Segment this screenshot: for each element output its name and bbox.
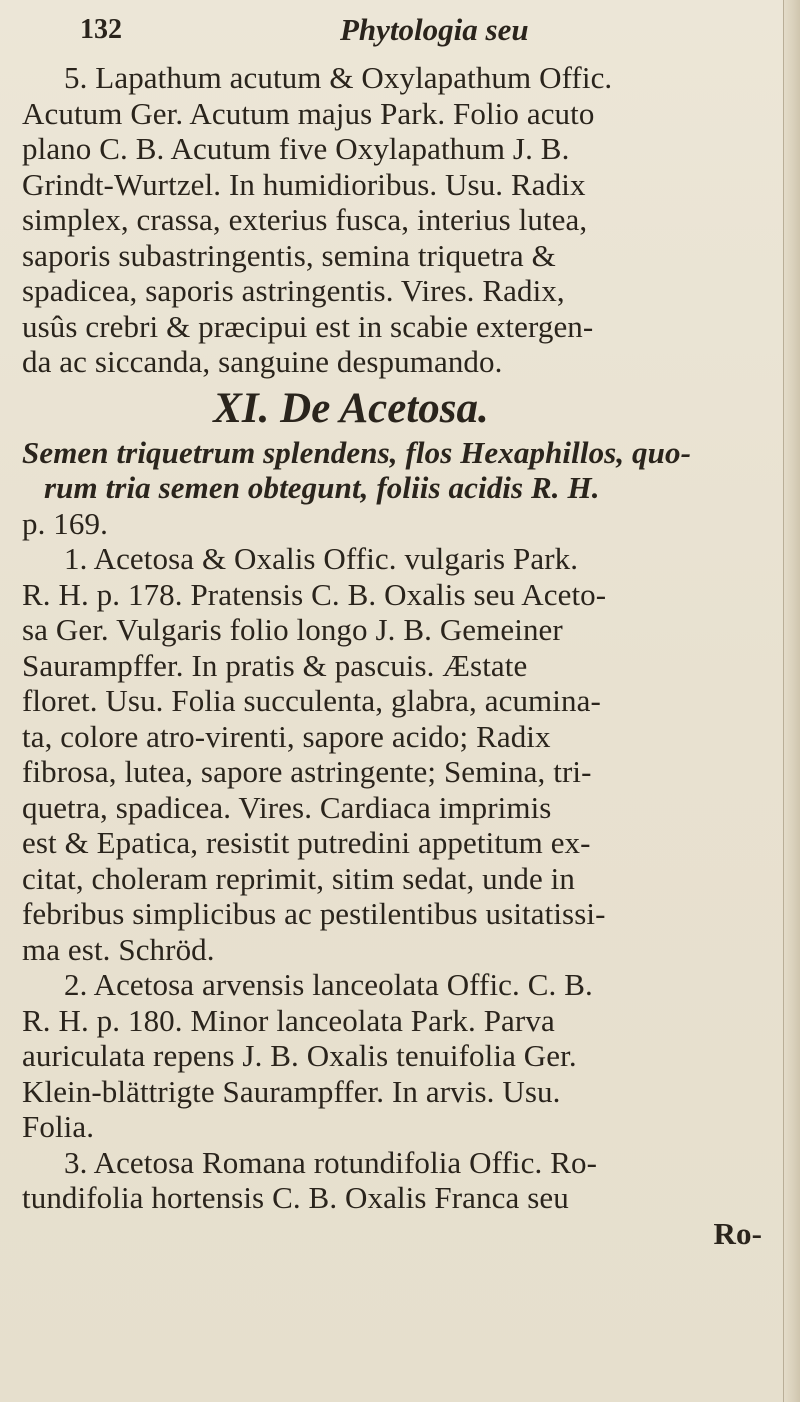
text-line: Acutum Ger. Acutum majus Park. Folio acuto [22,95,595,131]
text-line: 2. Acetosa arvensis lanceolata Offic. C. B. [64,967,593,1002]
text-line: Klein-blättrigte Saurampffer. In arvis. Usu. [22,1073,561,1109]
page-header [22,8,770,60]
text-line: Folia. [22,1109,95,1144]
text-line: R. H. p. 178. Pratensis C. B. Oxalis seu Aceto- [22,576,607,612]
text-line: R. H. p. 180. Minor lanceolata Park. Parva [22,1002,555,1038]
text-line: sa Ger. Vulgaris folio longo J. B. Gemeiner [22,612,563,647]
text-line: ta, colore atro-virenti, sapore acido; Radix [22,718,551,754]
text-line: auriculata repens J. B. Oxalis tenuifolia Ger. [22,1038,577,1073]
text-line: saporis subastringentis, semina triquetra & [22,237,556,273]
section-heading: XI. De Acetosa. [213,384,489,432]
intro-line: p. 169. [22,505,108,541]
text-line: Grindt-Wurtzel. In humidioribus. Usu. Radix [22,166,586,202]
text-line: 1. Acetosa & Oxalis Offic. vulgaris Park. [64,541,579,576]
text-line: tundifolia hortensis C. B. Oxalis Franca seu [22,1180,569,1215]
text-line: citat, choleram reprimit, sitim sedat, unde in [22,860,575,896]
text-line: febribus simplicibus ac pestilentibus usitatissi- [22,896,606,931]
intro-line: Semen triquetrum splendens, flos Hexaphillos, quo- [22,434,692,470]
text-line: plano C. B. Acutum five Oxylapathum J. B. [22,131,570,166]
text-line: Saurampffer. In pratis & pascuis. Æstate [22,647,528,683]
text-line: ma est. Schröd. [22,931,215,967]
text-line: spadicea, saporis astringentis. Vires. Radix, [22,273,565,308]
page-text [22,8,770,1251]
page-number: 132 [80,14,122,45]
intro-line: rum tria semen obtegunt, foliis acidis R. H. [44,470,600,505]
text-line: est & Epatica, resistit putredini appetitum ex- [22,825,591,860]
text-line: 5. Lapathum acutum & Oxylapathum Offic. [64,60,613,95]
page-edge [783,0,800,1402]
text-line: usûs crebri & præcipui est in scabie extergen- [22,308,594,344]
text-line: fibrosa, lutea, sapore astringente; Semina, tri- [22,754,592,789]
text-line: da ac siccanda, sanguine despumando. [22,344,503,379]
running-head: Phytologia seu [340,12,529,47]
text-line: floret. Usu. Folia succulenta, glabra, acumina- [22,683,601,718]
text-line: 3. Acetosa Romana rotundifolia Offic. Ro- [64,1144,597,1180]
text-line: simplex, crassa, exterius fusca, interius lutea, [22,202,588,237]
catchword: Ro- [713,1215,762,1251]
text-line: quetra, spadicea. Vires. Cardiaca imprimis [22,789,552,825]
